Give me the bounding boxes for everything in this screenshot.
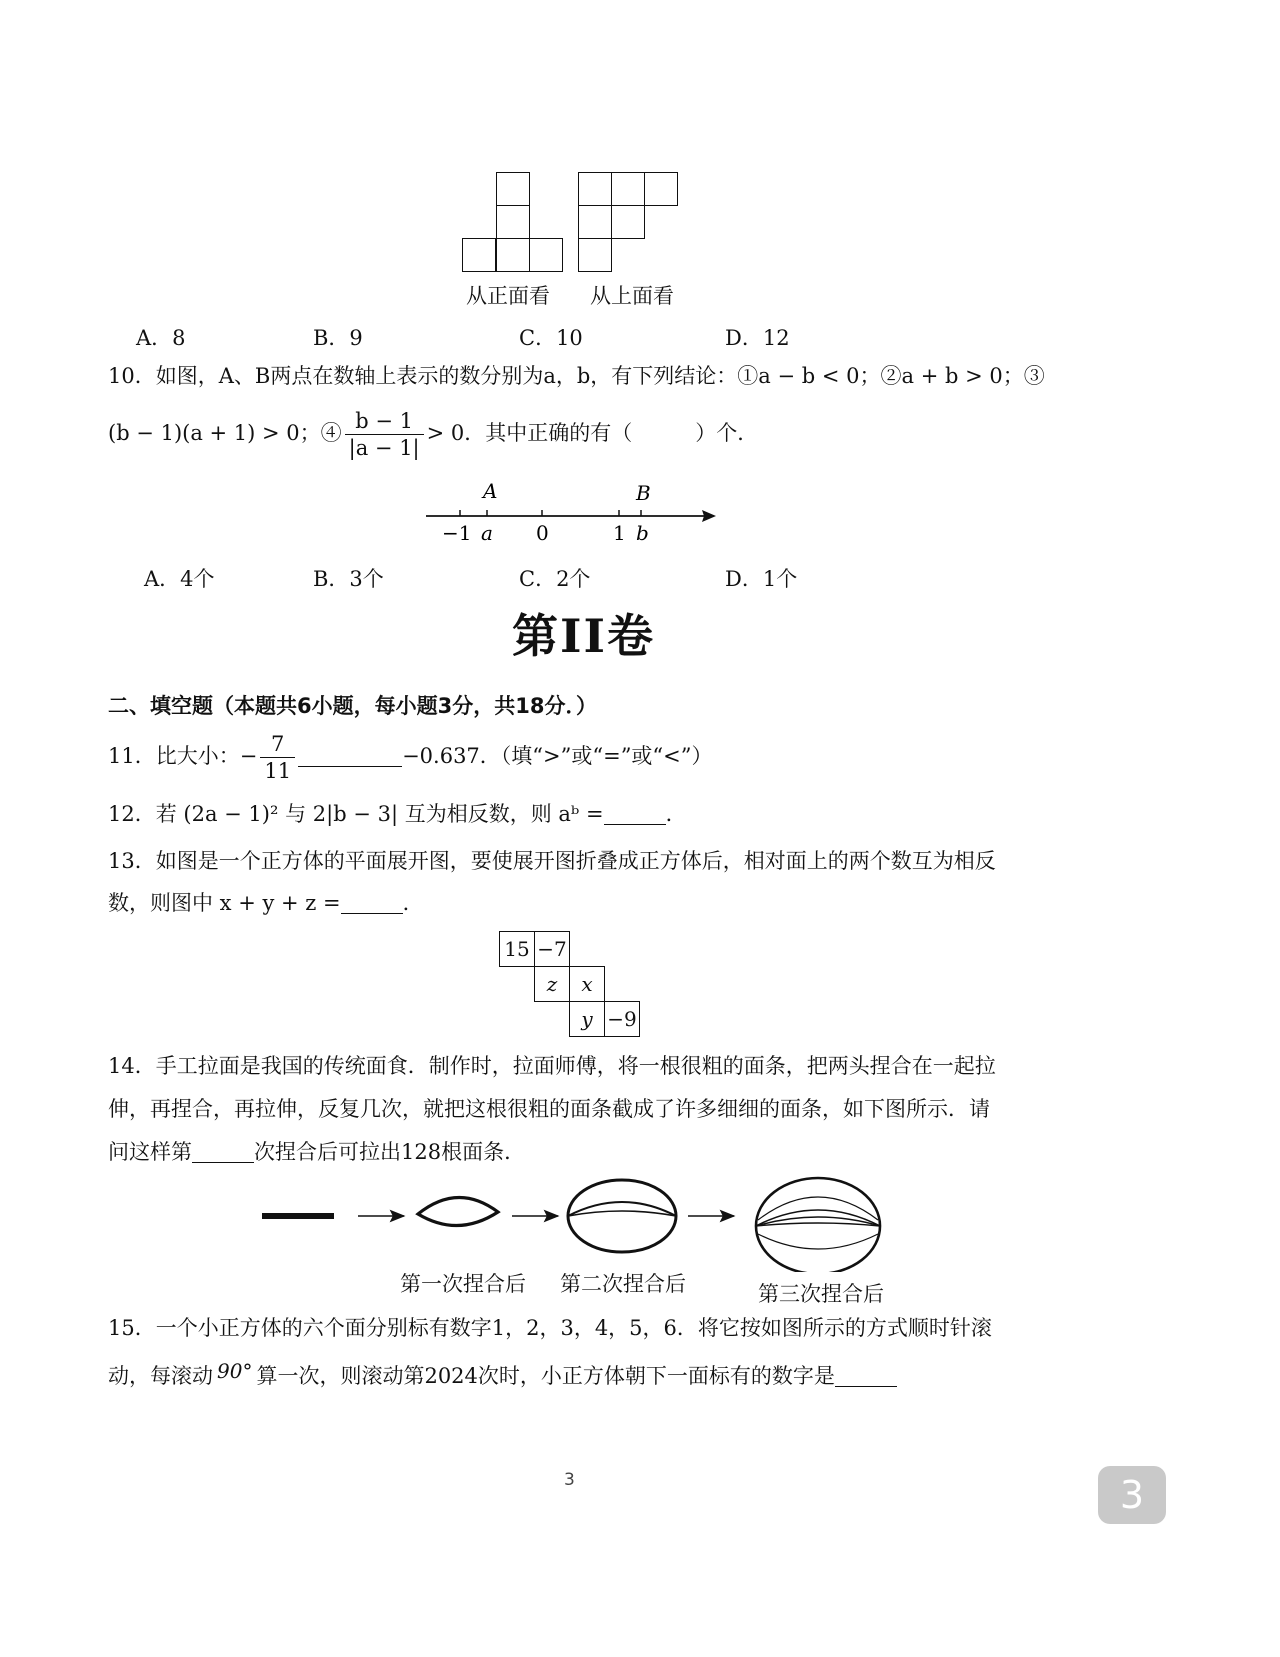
q13-text: 如图是一个正方体的平面展开图，要使展开图折叠成正方体后，相对面上的两个数互为相反 [155,849,996,873]
point-b-label: B [636,481,651,505]
q15-text: 动，每滚动 [108,1364,213,1388]
view-cell [578,238,612,272]
view-cell [462,238,496,272]
q10-fraction [345,408,424,461]
fraction-numerator: 7 [260,731,295,758]
number-line [420,478,730,548]
q10-line-1 [108,362,1045,390]
view-cell [496,205,530,239]
cube-net-figure [499,931,645,1041]
view-cell [644,172,678,206]
page-badge[interactable]: 3 [1098,1466,1166,1524]
q10-label-2: ；② [859,364,902,388]
tick-label-a: a [481,521,493,545]
q9-option-d: D．12 [725,326,790,350]
q11 [108,730,713,784]
caption-first-pinch: 第一次捏合后 [400,1272,526,1296]
q14-text: 手工拉面是我国的传统面食．制作时，拉面师傅，将一根很粗的面条，把两头捏合在一起拉 [155,1054,996,1078]
net-cell: y [569,1001,605,1037]
question-number: 11． [108,744,156,768]
q14-line-3 [108,1138,525,1166]
fraction-denominator: 11 [264,759,292,783]
view-cell [529,238,563,272]
noodle-loop-3 [756,1178,880,1272]
tick-label-one: 1 [613,521,626,545]
q15-text: 一个小正方体的六个面分别标有数字1，2，3，4，5，6．将它按如图所示的方式顺时针滚 [155,1316,992,1340]
net-cell: z [534,966,570,1002]
question-number: 15． [108,1316,156,1340]
net-cell: x [569,966,605,1002]
answer-blank[interactable] [341,891,403,914]
q11-text-end: −0.637．（填“>”或“=”或“<”） [402,744,713,768]
net-cell: −9 [604,1001,640,1037]
q13-text: 数，则图中 x + y + z = [108,891,341,915]
noodle-figure [250,1172,900,1272]
question-number: 10． [108,364,156,388]
q13-line-1 [108,847,996,875]
q15-line-1 [108,1314,992,1342]
tick-label-b: b [636,521,649,545]
q15-line-2 [108,1357,897,1390]
noodle-loop-1 [418,1197,498,1225]
q14-line-1 [108,1052,996,1080]
caption-third-pinch: 第三次捏合后 [758,1282,884,1306]
caption-second-pinch: 第二次捏合后 [560,1272,686,1296]
q13-line-2 [108,889,424,917]
view-cell [496,172,530,206]
fraction-numerator: b − 1 [345,408,424,435]
question-number: 14． [108,1054,156,1078]
q10-label-4: ；④ [299,421,342,445]
q10-option-c: C．2个 [519,567,591,591]
q9-option-c: C．10 [519,326,583,350]
q10-stem-end: ．其中正确的有（ ）个． [464,421,759,445]
q15-degree: 90° [217,1359,253,1383]
q12 [108,800,687,828]
front-view-caption: 从正面看 [466,284,550,308]
q10-option-a: A．4个 [144,567,215,591]
view-cell [578,172,612,206]
q14-line-2: 伸，再捏合，再拉伸，反复几次，就把这根很粗的面条截成了许多细细的面条，如下图所示．请 [108,1097,990,1121]
q13-end: ． [402,891,424,915]
q9-option-b: B．9 [313,326,363,350]
front-view-figure [462,172,564,274]
answer-blank[interactable] [835,1364,897,1387]
q10-label-3: ；③ [1002,364,1045,388]
q15-text: 算一次，则滚动第2024次时，小正方体朝下一面标有的数字是 [256,1364,835,1388]
answer-blank[interactable] [604,802,666,825]
question-number: 12． [108,802,156,826]
top-view-caption: 从上面看 [590,284,674,308]
section-two-heading: 二、填空题（本题共6小题，每小题3分，共18分．） [108,694,597,718]
q10-option-b: B．3个 [313,567,384,591]
tick-label-zero: 0 [536,521,549,545]
q10-conclusion-1: a − b < 0 [758,364,860,388]
q10-stem: 如图，A、B两点在数轴上表示的数分别为a，b，有下列结论：① [155,364,759,388]
view-cell [611,172,645,206]
q11-text: 比大小：− [155,744,258,768]
q11-fraction [260,731,295,784]
view-cell [611,205,645,239]
page-number: 3 [564,1470,575,1490]
answer-blank[interactable] [298,744,402,767]
net-cell: 15 [499,931,535,967]
net-cell: −7 [534,931,570,967]
q10-relation: > 0 [426,421,465,445]
answer-blank[interactable] [192,1140,254,1163]
q10-option-d: D．1个 [725,567,798,591]
fraction-denominator: |a − 1| [348,436,420,460]
part-two-title: 第II卷 [512,609,656,663]
noodle-loop-2 [568,1180,676,1252]
q12-text: 若 (2a − 1)² 与 2|b − 3| 互为相反数，则 aᵇ = [155,802,604,826]
q10-conclusion-3: (b − 1)(a + 1) > 0 [108,421,300,445]
view-cell [496,238,530,272]
q14-text: 问这样第 [108,1140,192,1164]
question-number: 13． [108,849,156,873]
point-a-label: A [483,479,498,503]
q9-option-a: A．8 [136,326,186,350]
top-view-figure [578,172,680,274]
tick-label-minus-one: −1 [442,521,472,545]
q14-text: 次捏合后可拉出128根面条． [254,1140,526,1164]
q10-conclusion-2: a + b > 0 [901,364,1003,388]
axis-arrow [702,510,716,522]
q10-line-2 [108,406,758,461]
q12-end: ． [665,802,687,826]
view-cell [578,205,612,239]
